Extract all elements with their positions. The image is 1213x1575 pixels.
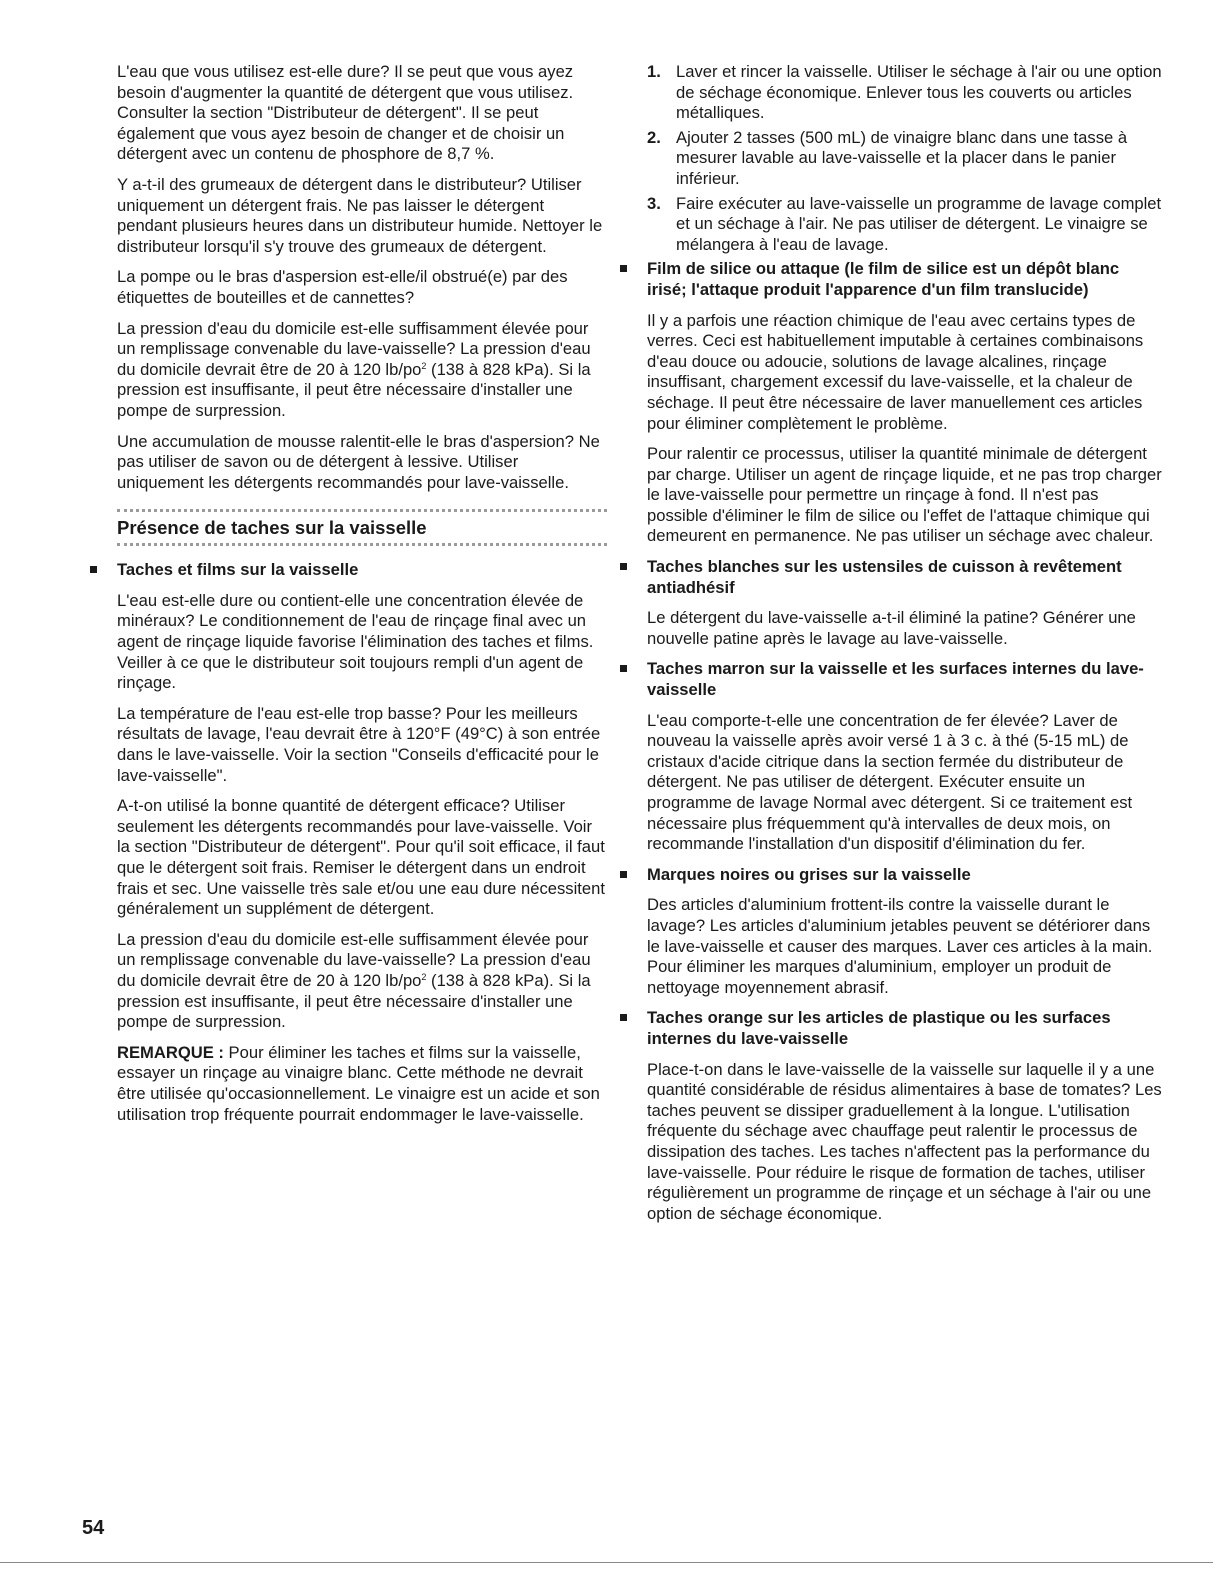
paragraph-silica-reaction: Il y a parfois une réaction chimique de l'eau avec certains types de verres. Ceci est habituellement imputable à certaines combinaisons d'eau douce ou adoucie, solutions de lavage alcalines, rinçage insuffisant, chargement excessif du lave-vaisselle, et la chaleur de séchage. Il peut être nécessaire de laver manuellement ces articles pour éliminer complètement le problème. — [647, 310, 1144, 433]
section-divider-bottom — [117, 543, 607, 546]
paragraph-mineral-concentration: L'eau est-elle dure ou contient-elle une concentration élevée de minéraux? Le conditionnement de l'eau de rinçage final avec un agent de rinçage liquide favorise l'élimination des taches et films. Veiller à ce que le distributeur soit toujours rempli d'un agent de rinçage. — [117, 590, 594, 693]
bottom-rule — [0, 1562, 1213, 1563]
paragraph-iron: L'eau comporte-t-elle une concentration de fer élevée? Laver de nouveau la vaisselle après avoir versé 1 à 3 c. à thé (5-15 mL) de cristaux d'acide citrique dans la section fermée du distributeur de détergent. Ne pas utiliser de détergent. Exécuter ensuite un programme de lavage Normal avec détergent. Si ce traitement est nécessaire plus fréquemment qu'à intervalles de deux mois, on recommande l'installation d'un dispositif d'élimination du fer. — [647, 710, 1133, 854]
paragraph-water-temperature: La température de l'eau est-elle trop basse? Pour les meilleurs résultats de lavage, l'eau devrait être à 120°F (49°C) à son entrée dans le lave-vaisselle. Voir la section "Conseils d'efficacité pour le lave-vaisselle". — [117, 703, 601, 785]
paragraph-hard-water: L'eau que vous utilisez est-elle dure? Il se peut que vous ayez besoin d'augmenter la quantité de détergent que vous utilisez. Consulter la section "Distributeur de détergent". Il se peut également que vous ayez besoin de changer et de choisir un détergent avec un contenu de phosphore de 8,7 %. — [117, 62, 574, 164]
paragraph-silica-slowdown: Pour ralentir ce processus, utiliser la quantité minimale de détergent par charge. Utiliser un agent de rinçage liquide, et ne pas trop charger le lave-vaisselle pour permettre un rinçage à fond. Il n'est pas possible d'éliminer le film de silice ou l'effet de l'attaque chimique qui demeurent en permanence. Ne pas utiliser un séchage avec chaleur. — [647, 444, 1162, 546]
bullet-square-icon — [90, 566, 97, 573]
right-column — [647, 62, 1162, 1234]
paragraph-foam: Une accumulation de mousse ralentit-elle le bras d'aspersion? Ne pas utiliser de savon ou de détergent à lessive. Utiliser uniquement les détergents recommandés pour lave-vaisselle. — [117, 431, 600, 492]
left-column — [117, 62, 607, 1135]
paragraph-remarque: REMARQUE : Pour éliminer les taches et films sur la vaisselle, essayer un rinçage au vinaigre blanc. Cette méthode ne devrait être utilisée qu'occasionnellement. Le vinaigre est un acide et son utilisation trop fréquente pourrait endommager le lave-vaisselle. — [117, 1042, 600, 1124]
bullet-heading-brown-stains: Taches marron sur la vaisselle et les surfaces internes du lave-vaisselle — [647, 659, 1162, 700]
bullet-square-icon — [620, 871, 627, 878]
paragraph-detergent-lumps: Y a-t-il des grumeaux de détergent dans le distributeur? Utiliser uniquement un détergent frais. Ne pas laisser le détergent pendant plusieurs heures dans un distributeur humide. Nettoyer le distributeur lorsqu'il s'y trouve des grumeaux de détergent. — [117, 174, 603, 256]
paragraph-tomato-residue: Place-t-on dans le lave-vaisselle de la vaisselle sur laquelle il y a une quantité considérable de résidus alimentaires à base de tomates? Les taches peuvent se dissiper graduellement à la longue. L'utilisation fréquente du séchage avec chauffage peut ralentir le processus de dissipation des taches. Les taches n'affectent pas la performance du lave-vaisselle. Pour réduire le risque de formation de taches, utiliser régulièrement un programme de rinçage et un séchage à l'air ou une option de séchage économique. — [647, 1059, 1162, 1223]
paragraph-aluminum: Des articles d'aluminium frottent-ils contre la vaisselle durant le lavage? Les articles d'aluminium jetables peuvent se détériorer dans le lave-vaisselle et causer des marques. Laver ces articles à la main. Pour éliminer les marques d'aluminium, employer un produit de nettoyage moyennement abrasif. — [647, 895, 1153, 997]
bullet-square-icon — [620, 665, 627, 672]
paragraph-detergent-quantity: A-t-on utilisé la bonne quantité de détergent efficace? Utiliser seulement les détergents recommandés pour lave-vaisselle. Voir la section "Distributeur de détergent". Pour qu'il soit efficace, il faut que le détergent soit frais. Remiser le détergent dans un endroit frais et sec. Une vaisselle très sale et/ou une eau dure nécessitent généralement un supplément de détergent. — [117, 796, 605, 919]
section-divider-top — [117, 509, 607, 512]
bullet-heading-spots-films: Taches et films sur la vaisselle — [117, 560, 607, 581]
bullet-square-icon — [620, 265, 627, 272]
bullet-square-icon — [620, 563, 627, 570]
bullet-heading-white-spots-nonstick: Taches blanches sur les ustensiles de cuisson à revêtement antiadhésif — [647, 557, 1162, 598]
step-item: 3. Faire exécuter au lave-vaisselle un programme de lavage complet et un séchage à l'air. Ne pas utiliser de détergent. Le vinaigre se mélangera à l'eau de lavage. — [647, 193, 1162, 254]
bullet-square-icon — [620, 1014, 627, 1021]
step-item: 1. Laver et rincer la vaisselle. Utiliser le séchage à l'air ou une option de séchage économique. Enlever tous les couverts ou articles métalliques. — [647, 62, 1162, 123]
paragraph-pump-obstructed: La pompe ou le bras d'aspersion est-elle/il obstrué(e) par des étiquettes de bouteilles et de cannettes? — [117, 267, 568, 307]
paragraph-water-pressure-2: La pression d'eau du domicile est-elle suffisamment élevée pour un remplissage convenable du lave-vaisselle? La pression d'eau du domicile devrait être de 20 à 120 $lb/po^2$ (138 à 828 kPa). Si la pression est insuffisante, il peut être nécessaire d'installer une pompe de surpression. — [117, 929, 591, 1032]
bullet-heading-black-gray-marks: Marques noires ou grises sur la vaisselle — [647, 865, 1162, 886]
page-number: 54 — [82, 1517, 105, 1539]
bullet-heading-orange-stains: Taches orange sur les articles de plastique ou les surfaces internes du lave-vaisselle — [647, 1008, 1162, 1049]
section-title: Présence de taches sur la vaisselle — [117, 517, 427, 539]
paragraph-water-pressure: La pression d'eau du domicile est-elle suffisamment élevée pour un remplissage convenable du lave-vaisselle? La pression d'eau du domicile devrait être de 20 à 120 $lb/po^2$ (138 à 828 kPa). Si la pression est insuffisante, il peut être nécessaire d'installer une pompe de surpression. — [117, 318, 591, 420]
bullet-heading-silica-film: Film de silice ou attaque (le film de silice est un dépôt blanc irisé; l'attaque produit l'apparence d'un film translucide) — [647, 259, 1162, 300]
vinegar-rinse-steps — [647, 62, 1162, 255]
remarque-label: REMARQUE : — [117, 1042, 224, 1062]
paragraph-patina: Le détergent du lave-vaisselle a-t-il éliminé la patine? Générer une nouvelle patine après le lavage au lave-vaisselle. — [647, 608, 1136, 648]
step-item: 2. Ajouter 2 tasses (500 mL) de vinaigre blanc dans une tasse à mesurer lavable au lave-vaisselle et la placer dans le panier inférieur. — [647, 127, 1128, 188]
